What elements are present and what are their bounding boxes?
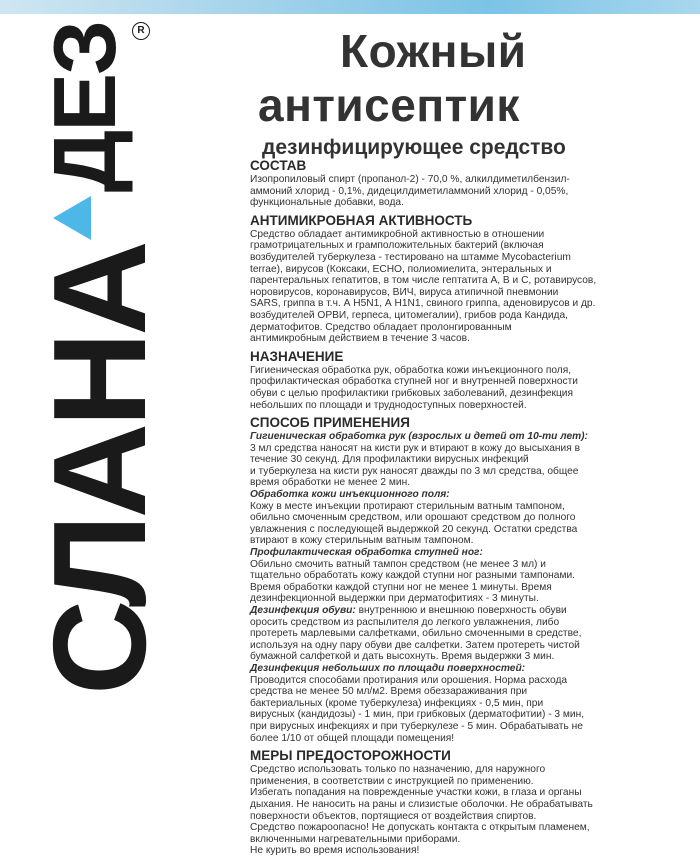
text-line: при вирусных инфекциях и при туберкулезе - 5 мин. Обрабатывать не [250,720,583,732]
text-line: вирусных (кандидозы) - 1 мин, при грибковых (дерматофитии) - 3 мин, [250,709,585,721]
section-heading: СОСТАВ [250,158,307,173]
top-color-band [0,0,700,14]
text-line: SARS, гриппа в т.ч. А H5N1, А H1N1, свиного гриппа, аденовирусов и др. [250,298,596,310]
text-line: применения, в соответствии с инструкцией по применению. [250,775,534,787]
subheading: Дезинфекция обуви: [250,605,356,616]
text-line: аммоний хлорид - 0,1%, дидецилдиметиламмоний хлорид - 0,05%, [250,185,569,197]
text-line: Изопропиловый спирт (пропанол-2) - 70,0 %, алкилдиметилбензил- [250,174,570,185]
text-line: средства не менее 50 мл/м2. Время обеззараживания при [250,686,528,698]
section-heading: АНТИМИКРОБНАЯ АКТИВНОСТЬ [250,212,473,228]
text-line: тщательно обработать кожу каждой ступни ног разными тампонами. [250,570,575,582]
text-line: Время обработки каждой ступни ног не менее 1 минуты. Время [250,581,552,593]
text-line: Средство обладает антимикробной активностью в отношении [250,228,545,240]
text-line: функциональные добавки, вода. [250,197,404,209]
label-content [250,158,690,861]
composition-section [250,158,690,209]
text-line: оросить средством из распылителя до легкого увлажнения, либо [250,616,560,628]
text-line: бумажной салфеткой и дать высохнуть. Время выдержки 3 мин. [250,651,555,663]
product-title-line2: антисептик [258,79,520,131]
subheading: Обработка кожи инъекционного поля: [250,489,450,501]
text-line: протереть марлевыми салфетками, обильно смоченными в средстве, [250,628,582,640]
section-heading: МЕРЫ ПРЕДОСТОРОЖНОСТИ [250,748,451,764]
brand-triangle-icon [53,196,91,240]
subheading-with-text [250,605,690,617]
text-line: возбудителей ОРВИ, герпеса, цитомегалии), грибов рода Кандида, [250,309,568,321]
text-line: Кожу в месте инъекции протирают стерильным ватным тампоном, [250,500,565,512]
text-line: используя на одну пару обуви две салфетки. Затем протереть чистой [250,639,580,651]
subheading: Гигиеническая обработка рук (взрослых и детей от 10-ти лет): [250,431,588,443]
subheading: Профилактическая обработка ступней ног: [250,547,483,559]
text-line: течение 30 секунд. Для профилактики вирусных инфекций [250,454,529,466]
text-line: поверхности объектов, портящиеся от воздействия спиртов. [250,810,537,822]
product-subtitle: дезинфицирующее средство [262,136,566,159]
text-line: дыхания. Не наносить на раны и слизистые оболочки. Не обрабатывать [250,798,593,810]
text-line: 3 мл средства наносят на кисти рук и втирают в кожу до высыхания в [250,442,580,454]
purpose-section [250,349,690,411]
text-line: обильно смоченным средством, или орошают средством до полного [250,512,576,524]
text-line: грамотрицательных и грамположительных бактерий (включая [250,240,544,252]
text-line: Гигиеническая обработка рук, обработка кожи инъекционного поля, [250,364,572,376]
text-line: бактериальных (кроме туберкулеза) инфекциях - 0,5 мин, при [250,697,544,709]
text-line: включенными нагревательными приборами. [250,833,461,845]
text-line: антимикробным действием в течение 3 часов. [250,333,470,345]
subheading: Дезинфекция небольших по площади поверхностей: [250,662,526,674]
text-line: втирают в кожу стерильным ватным тампоном. [250,535,474,547]
brand-logo [26,21,173,695]
text-line: более 1/10 от общей площади помещения! [250,732,455,744]
product-title-line1: Кожный [340,25,527,77]
brand-name-part2: ДЕЗ [35,21,134,193]
text-line: увлажнения с последующей выдержкой 20 секунд. Остатки средства [250,523,578,535]
text-line: норовирусов, коронавирусов, ВИЧ, вируса атипичной пневмонии [250,286,559,298]
text-line: Избегать попадания на поврежденные участки кожи, в глаза и органы [250,787,582,799]
text-line: и туберкулеза на кисти рук наносят дважды по 3 мл средства, общее [250,465,579,477]
text-line: небольших по площади и труднодоступных поверхностей. [250,399,527,411]
precautions-section [250,748,690,857]
text-line: обуви с целью профилактики грибковых заболеваний, дезинфекция [250,387,574,399]
registered-mark-icon: R [132,22,150,40]
text-line: Обильно смочить ватный тампон средством (не менее 3 мл) и [250,558,546,570]
text-line: парентеральных гепатитов, в том числе гептатита А, В и С, ротавирусов, [250,275,597,287]
text-inline: внутреннюю и внешнюю поверхность обуви [355,605,567,616]
text-line: Не курить во время использования! [250,845,420,857]
text-line: дерматофитов. Средство обладает пролонгированным [250,321,512,333]
text-line: terrae), вирусов (Коксаки, ECHO, полиомиелита, энтеральных и [250,263,552,275]
text-line: возбудителей туберкулеза - тестировано на штамме Mycobacterium [250,251,571,263]
text-line: Средство использовать только по назначению, для наружного [250,764,546,776]
text-line: Средство пожароопасно! Не допускать контакта с открытым пламенем, [250,822,590,834]
section-heading: СПОСОБ ПРИМЕНЕНИЯ [250,415,410,431]
brand-name-part1: СЛАНА [26,244,173,695]
text-line: профилактическая обработка ступней ног и внутренней поверхности [250,376,578,388]
usage-section [250,415,690,744]
section-heading: НАЗНАЧЕНИЕ [250,348,344,364]
activity-section [250,213,690,345]
text-line: Проводится способами протирания или орошения. Норма расхода [250,674,568,686]
text-line: дезинфекционной выдержки при дерматофитиях - 3 минуты. [250,593,539,605]
text-line: время обработки не менее 2 мин. [250,477,411,489]
